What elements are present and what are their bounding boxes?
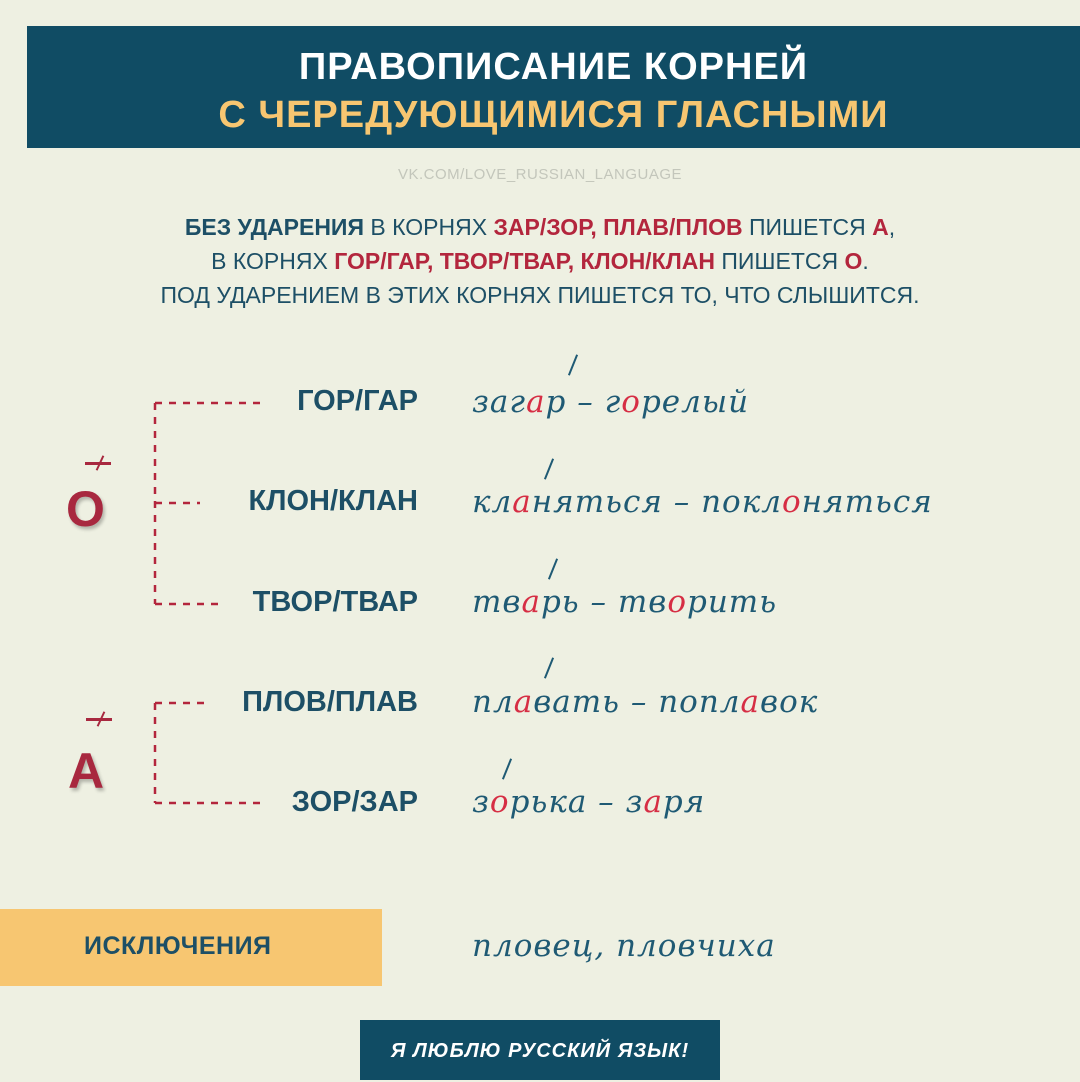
example-tvor-tvar: тварь – творить (472, 584, 778, 620)
unstressed-mark-icon (86, 718, 112, 721)
exceptions-label: ИСКЛЮЧЕНИЯ (84, 932, 272, 960)
vowel-o: О (66, 481, 105, 537)
footer-banner: Я ЛЮБЛЮ РУССКИЙ ЯЗЫК! (360, 1020, 720, 1080)
rule-text: В КОРНЯХ (211, 248, 335, 274)
example-zor-zar: зорька – заря (472, 784, 706, 820)
rule-roots: ЗАР/ЗОР, ПЛАВ/ПЛОВ (493, 214, 743, 240)
rule-text: В КОРНЯХ (364, 214, 494, 240)
rule-punct: , (888, 214, 896, 240)
exceptions-banner (0, 909, 382, 986)
rule-punct: . (862, 248, 869, 274)
example-plov-plav: плавать – поплавок (472, 684, 819, 720)
title-line-2: С ЧЕРЕДУЮЩИМИСЯ ГЛАСНЫМИ (218, 94, 889, 136)
vowel-a: А (68, 743, 105, 799)
example-klon-klan: кланяться – поклоняться (472, 484, 933, 520)
example-gor-gar: загар – горелый (472, 384, 750, 420)
root-zor-zar: ЗОР/ЗАР (291, 786, 418, 818)
rule-text: ПИШЕТСЯ (742, 214, 873, 240)
rule-emphasis: БЕЗ УДАРЕНИЯ (184, 214, 364, 240)
unstressed-mark-icon (85, 462, 111, 465)
rule-vowel: О (844, 248, 863, 274)
root-gor-gar: ГОР/ГАР (297, 385, 418, 417)
title-line-1: ПРАВОПИСАНИЕ КОРНЕЙ (298, 46, 809, 88)
rule-text: ПИШЕТСЯ (714, 248, 845, 274)
rule-vowel: А (872, 214, 889, 240)
rule-roots: ГОР/ГАР, ТВОР/ТВАР, КЛОН/КЛАН (334, 248, 715, 274)
exception-words: пловец, пловчиха (472, 928, 776, 964)
root-plov-plav: ПЛОВ/ПЛАВ (242, 686, 418, 718)
root-tvor-tvar: ТВОР/ТВАР (252, 586, 418, 618)
source-url: VK.COM/LOVE_RUSSIAN_LANGUAGE (397, 166, 683, 183)
root-klon-klan: КЛОН/КЛАН (248, 485, 418, 517)
rule-text: ПОД УДАРЕНИЕМ В ЭТИХ КОРНЯХ ПИШЕТСЯ ТО, ЧТО СЛЫШИТСЯ. (160, 282, 920, 308)
